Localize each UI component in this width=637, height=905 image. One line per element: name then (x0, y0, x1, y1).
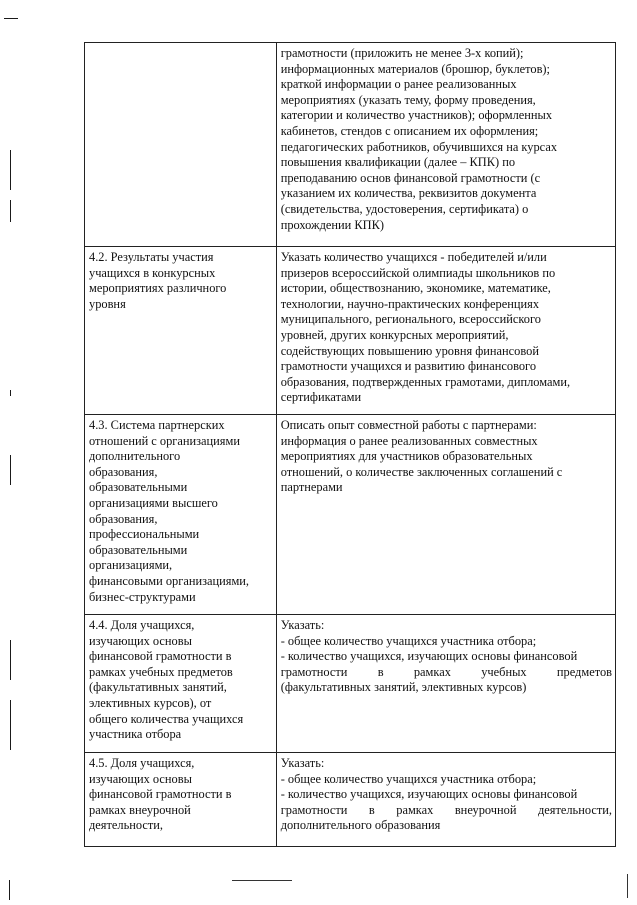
criterion-line: 4.5. Доля учащихся, (89, 756, 195, 770)
description-line: - общее количество учащихся участника отбора; (280, 771, 537, 786)
criterion-line: (факультативных занятий, (89, 680, 227, 695)
scan-edge-mark (9, 880, 10, 900)
description-line: мероприятиях для участников образовательных (280, 449, 533, 464)
description-line: грамотности (приложить не менее 3-х копий); (280, 46, 524, 60)
description-cell (276, 615, 615, 753)
description-line: краткой информации о ранее реализованных (280, 77, 517, 92)
scan-edge-mark (10, 200, 11, 222)
criterion-line: образовательными (89, 542, 188, 557)
description-line: Описать опыт совместной работы с партнерами: (280, 418, 537, 432)
description-line: содействующих повышению уровня финансовой (280, 343, 539, 358)
description-line: грамотности в рамках внеурочной деятельности, (280, 802, 612, 817)
description-line: партнерами (280, 480, 343, 495)
description-line: указанием их количества, реквизитов документа (280, 186, 537, 201)
criterion-line: бизнес-структурами (89, 589, 196, 604)
criterion-line: общего количества учащихся (89, 711, 244, 726)
criterion-line: 4.3. Система партнерских (89, 418, 225, 432)
criterion-cell (85, 43, 277, 247)
description-line: грамотности учащихся и развитию финансового (280, 359, 537, 374)
scan-edge-mark (10, 455, 11, 485)
criterion-line: образовательными (89, 480, 188, 495)
table-row (85, 43, 616, 247)
criterion-line: финансовыми организациями, (89, 573, 250, 588)
description-line: истории, обществознанию, экономике, математике, (280, 281, 551, 296)
criterion-line: дополнительного (89, 449, 181, 464)
criterion-line: финансовой грамотности в (89, 787, 232, 802)
description-line: - количество учащихся, изучающих основы финансовой (280, 649, 578, 664)
description-line: грамотности в рамках учебных предметов (280, 664, 612, 679)
description-line: педагогических работников, обучившихся на курсах (280, 139, 558, 154)
description-line: технологии, научно-практических конференциях (280, 296, 540, 311)
criterion-cell (85, 753, 277, 847)
description-cell (276, 753, 615, 847)
description-line: мероприятиях (указать тему, форму проведения, (280, 92, 536, 107)
description-line: Указать количество учащихся - победителей и/или (280, 250, 547, 264)
criterion-line: изучающих основы (89, 771, 192, 786)
description-line: прохождении КПК) (280, 217, 384, 232)
description-cell (276, 247, 615, 415)
table-row (85, 247, 616, 415)
criterion-line: организациями, (89, 558, 173, 573)
description-line: Указать: (280, 756, 325, 770)
criterion-line: 4.4. Доля учащихся, (89, 618, 195, 632)
description-line: информация о ранее реализованных совместных (280, 433, 538, 448)
table-row (85, 615, 616, 753)
description-line: призеров всероссийской олимпиады школьников по (280, 265, 556, 280)
criterion-line: отношений с организациями (89, 433, 240, 448)
description-line: (факультативных занятий, элективных курсов) (280, 680, 527, 695)
criterion-line: рамках учебных предметов (89, 664, 233, 679)
table-row (85, 753, 616, 847)
scan-edge-mark (4, 18, 18, 19)
footer-rule (232, 880, 292, 881)
criterion-line: рамках внеурочной (89, 802, 191, 817)
scan-edge-mark (10, 390, 11, 396)
criterion-line: образования, (89, 511, 158, 526)
description-line: дополнительного образования (280, 818, 441, 833)
description-line: уровней, других конкурсных мероприятий, (280, 327, 509, 342)
criterion-line: уровня (89, 296, 126, 311)
description-cell (276, 415, 615, 615)
criterion-line: изучающих основы (89, 633, 192, 648)
description-line: - количество учащихся, изучающих основы финансовой (280, 787, 578, 802)
description-line: повышения квалификации (далее – КПК) по (280, 155, 516, 170)
scan-edge-mark (10, 150, 11, 190)
description-line: кабинетов, стендов с описанием их оформления; (280, 123, 539, 138)
description-line: информационных материалов (брошюр, буклетов); (280, 61, 550, 76)
criterion-line: элективных курсов), от (89, 695, 212, 710)
criterion-cell (85, 415, 277, 615)
criterion-line: 4.2. Результаты участия (89, 250, 214, 264)
description-line: отношений, о количестве заключенных соглашений с (280, 464, 563, 479)
description-line: (свидетельства, удостоверения, сертификата) о (280, 201, 529, 216)
criterion-line: финансовой грамотности в (89, 649, 232, 664)
scan-edge-mark (10, 700, 11, 750)
criterion-line: учащихся в конкурсных (89, 265, 216, 280)
description-cell (276, 43, 615, 247)
description-line: муниципального, регионального, всероссийского (280, 312, 541, 327)
criterion-cell (85, 615, 277, 753)
scan-edge-mark (10, 640, 11, 680)
description-line: сертификатами (280, 390, 362, 405)
criterion-line: деятельности, (89, 818, 164, 833)
criterion-line: организациями высшего (89, 495, 218, 510)
description-line: преподаванию основ финансовой грамотности (с (280, 170, 541, 185)
table-row (85, 415, 616, 615)
criterion-line: участника отбора (89, 727, 182, 742)
description-line: Указать: (280, 618, 325, 632)
description-line: категории и количество участников); оформленных (280, 108, 553, 123)
criterion-line: профессиональными (89, 527, 200, 542)
criterion-line: мероприятиях различного (89, 281, 227, 296)
description-line: образования, подтвержденных грамотами, дипломами, (280, 374, 571, 389)
description-line: - общее количество учащихся участника отбора; (280, 633, 537, 648)
criteria-table (84, 42, 616, 847)
scan-edge-mark (627, 874, 628, 898)
criterion-line: образования, (89, 464, 158, 479)
criterion-cell (85, 247, 277, 415)
